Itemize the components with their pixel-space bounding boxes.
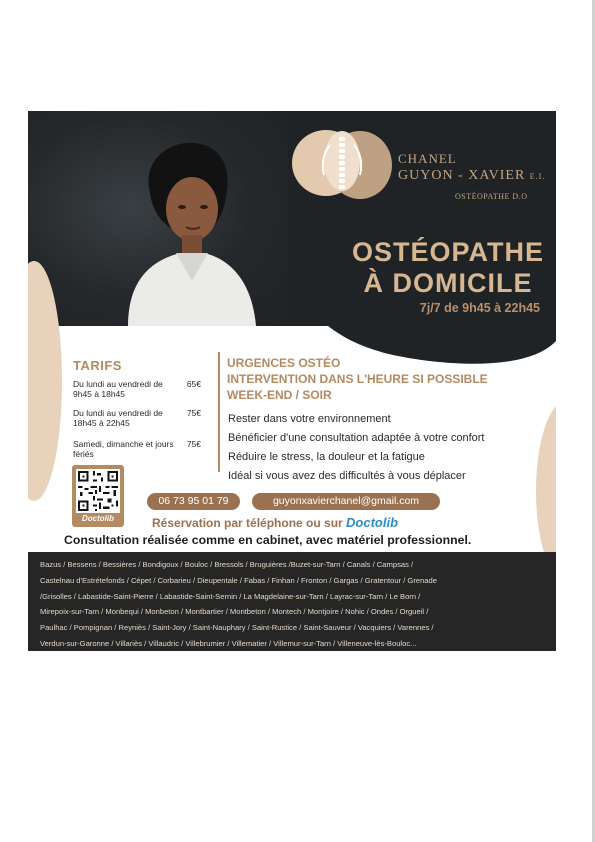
- consultation-note: Consultation réalisée comme en cabinet, avec matériel professionnel.: [64, 533, 472, 547]
- doctolib-qr-code[interactable]: [72, 465, 124, 527]
- opening-hours: 7j/7 de 9h45 à 22h45: [419, 301, 540, 315]
- tarif-label: Samedi, dimanche et jours fériés: [73, 439, 174, 459]
- urgences-line3: WEEK-END / SOIR: [227, 388, 332, 402]
- email-address[interactable]: guyonxavierchanel@gmail.com: [252, 493, 440, 510]
- towns-line: Verdun-sur-Garonne / Villariès / Villaudric / Villebrumier / Villematier / Villemur-sur-Tarn / Villeneuve-lès-Bouloc...: [40, 638, 417, 648]
- tarif-row: [73, 408, 203, 428]
- urgences-line1: URGENCES OSTÉO: [227, 356, 341, 370]
- tarif-row: [73, 379, 203, 399]
- portrait-photo: [120, 131, 260, 326]
- benefit-item: Bénéficier d'une consultation adaptée à votre confort: [228, 432, 485, 444]
- towns-line: Paulhac / Pompignan / Reyniès / Saint-Jory / Saint-Nauphary / Saint-Rustice / Saint-Sauveur / Vacquiers / Varennes /: [40, 623, 434, 633]
- brand-first-name: CHANEL: [398, 151, 457, 166]
- main-title-line1: OSTÉOPATHE: [351, 237, 544, 267]
- towns-line: /Grisolles / Labastide-Saint-Pierre / Labastide-Saint-Sernin / La Magdelaine-sur-Tarn / Layrac-sur-Tarn / Le Born /: [40, 591, 421, 601]
- brand-name: [398, 151, 545, 184]
- reservation-text: Réservation par téléphone ou sur: [152, 516, 347, 530]
- tarif-price: 75€: [186, 408, 201, 418]
- towns-band: [28, 552, 556, 651]
- qr-code-icon: [76, 469, 120, 513]
- benefit-item: Rester dans votre environnement: [228, 413, 391, 425]
- flyer: [28, 111, 556, 651]
- main-title: [340, 237, 556, 299]
- tarif-label: Du lundi au vendredi de 18h45 à 22h45: [73, 408, 163, 428]
- spine-logo: [290, 125, 400, 205]
- tarif-label: Du lundi au vendredi de 9h45 à 18h45: [73, 379, 163, 399]
- section-divider: [218, 352, 220, 472]
- hero-banner: [28, 111, 556, 326]
- benefits-list: [228, 410, 485, 486]
- brand-subtitle: OSTÉOPATHE D.O: [455, 192, 528, 201]
- tarifs-title: TARIFS: [73, 358, 122, 373]
- main-title-line2: À DOMICILE: [363, 268, 533, 298]
- towns-line: Castelnau d'Estrétefonds / Cépet / Corbarieu / Dieupentale / Fabas / Finhan / Fronton / Gargas / Gratentour / Grenade: [40, 575, 437, 585]
- towns-line: Bazus / Bessens / Bessières / Bondigoux / Bouloc / Bressols / Bruguières /Buzet-sur-Tarn / Canals / Campsas /: [40, 560, 414, 569]
- brand-suffix: E.I.: [529, 172, 546, 181]
- urgences-heading: [227, 355, 488, 403]
- brand-last-name: [398, 168, 545, 184]
- towns-line: Mirepoix-sur-Tarn / Monbequi / Monbeton / Montbartier / Montbeton / Montech / Montjoire / Nohic / Ondes / Orgueil /: [40, 607, 429, 617]
- tarif-row: [73, 439, 203, 459]
- reservation-line: [152, 515, 398, 530]
- phone-number[interactable]: 06 73 95 01 79: [147, 493, 240, 510]
- brand-last-name-text: GUYON - XAVIER: [398, 168, 526, 183]
- doctolib-link[interactable]: Doctolib: [346, 515, 399, 530]
- tarif-price: 65€: [186, 379, 201, 389]
- urgences-line2: INTERVENTION DANS L'HEURE SI POSSIBLE: [227, 372, 488, 386]
- benefit-item: Réduire le stress, la douleur et la fatigue: [228, 451, 425, 463]
- benefit-item: Idéal si vous avez des difficultés à vous déplacer: [228, 470, 466, 482]
- qr-label: Doctolib: [82, 514, 114, 523]
- tarif-price: 75€: [186, 439, 201, 449]
